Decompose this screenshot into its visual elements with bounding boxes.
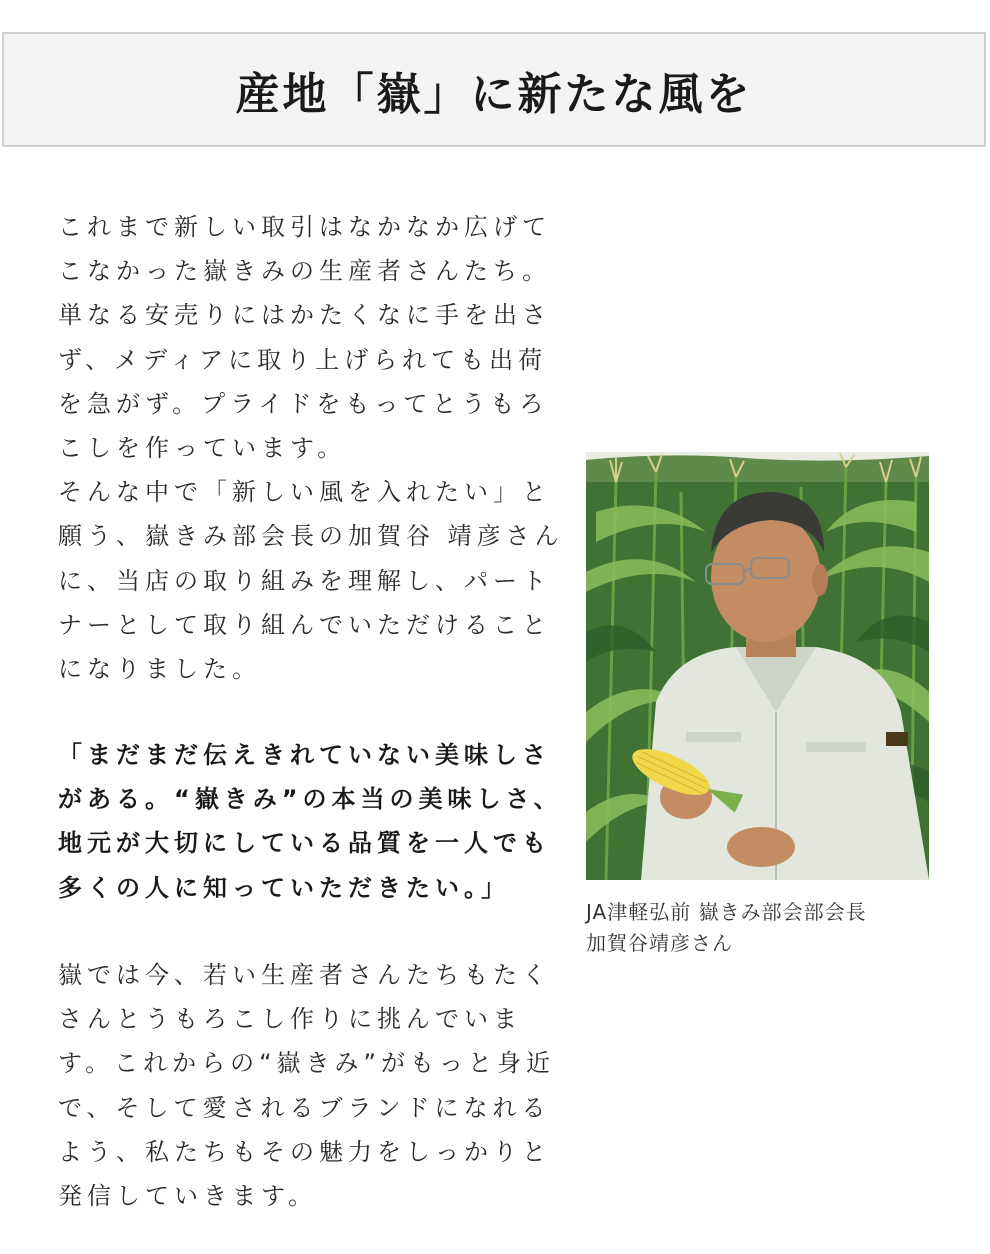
- farmer-photo: [586, 452, 929, 880]
- page-title: 産地「嶽」に新たな風を: [235, 68, 753, 120]
- text-line: 嶽では今、若い生産者さんたちもたく: [58, 961, 551, 989]
- text-line: ず、メディアに取り上げられても出荷: [58, 345, 548, 374]
- text-line: 単なる安売りにはかたくなに手を出さ: [58, 301, 551, 330]
- text-line: 願う、嶽きみ部会長の加賀谷 靖彦さん: [58, 522, 564, 551]
- intro-paragraph: [58, 205, 563, 691]
- text-line: こなかった嶽きみの生産者さんたち。: [58, 257, 551, 286]
- text-line: さんとうもろこし作りに挑んでいま: [58, 1005, 522, 1034]
- farmer-photo-illustration: [586, 452, 929, 880]
- text-line: そんな中で「新しい風を入れたい」と: [58, 478, 551, 507]
- quote-block: [58, 733, 563, 910]
- text-line: よう、私たちもその魅力をしっかりと: [58, 1137, 551, 1166]
- text-line: を急がず。プライドをもってとうもろ: [58, 389, 549, 418]
- text-line: これまで新しい取引はなかなか広げて: [58, 213, 551, 241]
- closing-paragraph: [58, 953, 563, 1218]
- quote-line: 多くの人に知っていただきたい。」: [58, 873, 510, 902]
- text-line: ナーとして取り組んでいただけること: [58, 610, 551, 639]
- quote-line: 「まだまだ伝えきれていない美味しさ: [58, 741, 551, 769]
- text-line: に、当店の取り組みを理解し、パート: [58, 566, 551, 595]
- text-line: になりました。: [58, 655, 261, 684]
- title-banner: [2, 32, 986, 147]
- caption-line: JA津軽弘前 嶽きみ部会部会長: [586, 900, 867, 924]
- photo-caption: [586, 897, 946, 959]
- quote-line: 地元が大切にしている品質を一人でも: [58, 829, 551, 858]
- caption-line: 加賀谷靖彦さん: [586, 931, 733, 955]
- text-line: で、そして愛されるブランドになれる: [58, 1093, 551, 1122]
- text-line: こしを作っています。: [58, 434, 347, 463]
- text-line: す。これからの“嶽きみ”がもっと身近: [58, 1049, 555, 1078]
- quote-line: がある。“嶽きみ”の本当の美味しさ、: [58, 785, 563, 814]
- text-line: 発信していきます。: [58, 1182, 318, 1211]
